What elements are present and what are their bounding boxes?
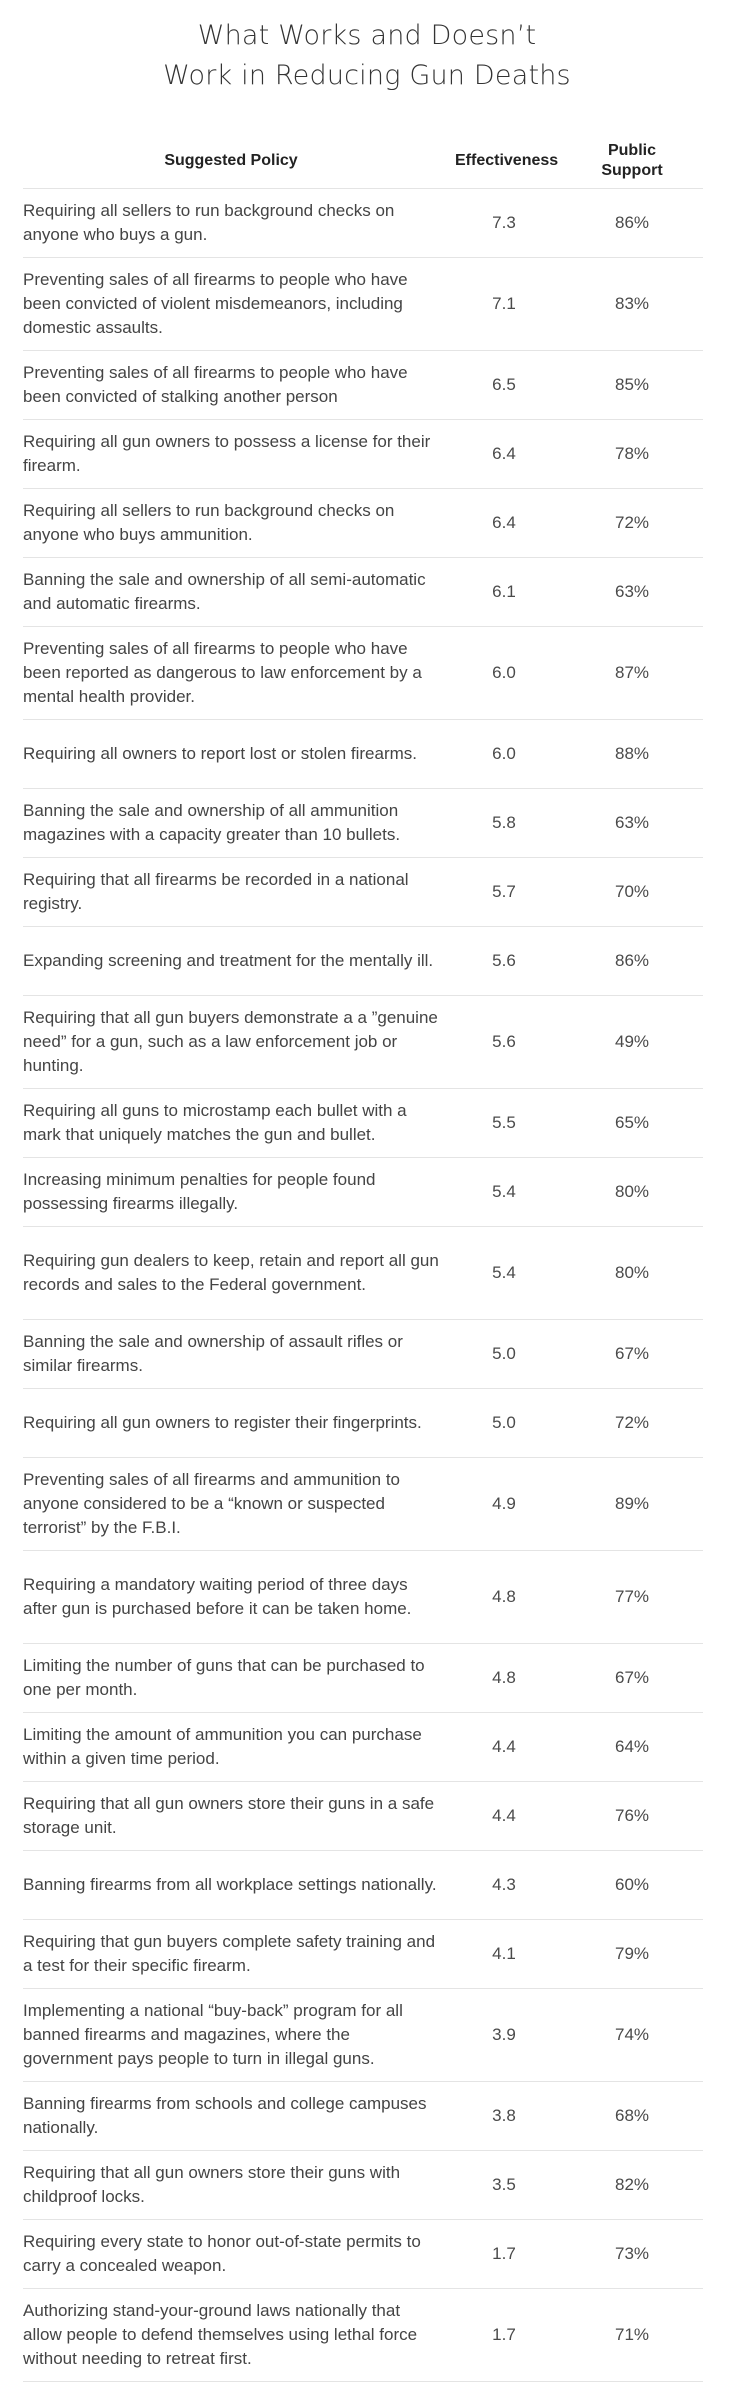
table-row bbox=[23, 1782, 703, 1851]
effectiveness-cell: 4.4 bbox=[492, 1806, 516, 1825]
table-row bbox=[23, 2082, 703, 2151]
public-support-cell: 77% bbox=[614, 1587, 650, 1606]
table-row bbox=[23, 1713, 703, 1782]
public-support-cell: 72% bbox=[614, 1413, 650, 1432]
policy-cell: Preventing sales of all firearms to people who have been convicted of violent misdemeanors, including domestic assaults. bbox=[23, 270, 408, 337]
effectiveness-cell: 4.1 bbox=[492, 1944, 516, 1963]
policy-cell: Requiring gun dealers to keep, retain and report all gun records and sales to the Federal government. bbox=[23, 1251, 439, 1294]
public-support-cell: 80% bbox=[614, 1263, 650, 1282]
public-support-cell: 88% bbox=[614, 744, 650, 763]
policy-table bbox=[23, 134, 703, 2382]
effectiveness-cell: 5.7 bbox=[492, 882, 516, 901]
effectiveness-cell: 4.8 bbox=[492, 1587, 516, 1606]
effectiveness-cell: 6.5 bbox=[492, 375, 516, 394]
public-support-cell: 82% bbox=[614, 2175, 650, 2194]
header-public-support-line1: Public bbox=[607, 142, 656, 159]
table-row bbox=[23, 489, 703, 558]
effectiveness-cell: 1.7 bbox=[492, 2244, 516, 2263]
public-support-cell: 73% bbox=[614, 2244, 650, 2263]
policy-cell: Banning the sale and ownership of all semi-automatic and automatic firearms. bbox=[23, 570, 426, 613]
table-row bbox=[23, 558, 703, 627]
policy-cell: Requiring that gun buyers complete safety training and a test for their specific firearm. bbox=[23, 1932, 436, 1975]
public-support-cell: 87% bbox=[614, 663, 650, 682]
policy-cell: Requiring all sellers to run background checks on anyone who buys ammunition. bbox=[23, 501, 395, 544]
table-row bbox=[23, 189, 703, 258]
table-row bbox=[23, 627, 703, 720]
table-row bbox=[23, 720, 703, 789]
table-row bbox=[23, 1920, 703, 1989]
effectiveness-cell: 3.9 bbox=[492, 2025, 516, 2044]
policy-cell: Requiring a mandatory waiting period of three days after gun is purchased before it can be taken home. bbox=[23, 1575, 412, 1618]
policy-cell: Requiring that all firearms be recorded in a national registry. bbox=[23, 870, 409, 913]
policy-cell: Requiring that all gun buyers demonstrate a a ”genuine need” for a gun, such as a law enforcement job or hunting. bbox=[23, 1008, 438, 1075]
public-support-cell: 79% bbox=[614, 1944, 650, 1963]
policy-cell: Requiring that all gun owners store their guns in a safe storage unit. bbox=[23, 1794, 435, 1837]
policy-cell: Requiring that all gun owners store their guns with childproof locks. bbox=[23, 2163, 401, 2206]
public-support-cell: 72% bbox=[614, 513, 650, 532]
effectiveness-cell: 4.9 bbox=[492, 1494, 516, 1513]
effectiveness-cell: 5.8 bbox=[492, 813, 516, 832]
public-support-cell: 86% bbox=[614, 213, 650, 232]
policy-cell: Limiting the number of guns that can be purchased to one per month. bbox=[23, 1656, 425, 1699]
effectiveness-cell: 4.4 bbox=[492, 1737, 516, 1756]
table-row bbox=[23, 420, 703, 489]
table-row bbox=[23, 2151, 703, 2220]
public-support-cell: 85% bbox=[614, 375, 650, 394]
table-row bbox=[23, 2289, 703, 2382]
effectiveness-cell: 7.1 bbox=[492, 294, 516, 313]
policy-cell: Requiring all guns to microstamp each bullet with a mark that uniquely matches the gun and bullet. bbox=[23, 1101, 407, 1144]
public-support-cell: 74% bbox=[614, 2025, 650, 2044]
effectiveness-cell: 5.0 bbox=[492, 1413, 516, 1432]
effectiveness-cell: 6.1 bbox=[492, 582, 516, 601]
policy-cell: Preventing sales of all firearms to people who have been convicted of stalking another person bbox=[23, 363, 408, 406]
policy-cell: Authorizing stand-your-ground laws nationally that allow people to defend themselves using lethal force without needing to retreat first. bbox=[23, 2301, 418, 2368]
public-support-cell: 67% bbox=[614, 1344, 650, 1363]
policy-cell: Preventing sales of all firearms and ammunition to anyone considered to be a “known or suspected terrorist” by the F.B.I. bbox=[23, 1470, 401, 1537]
table-row bbox=[23, 1158, 703, 1227]
table-row bbox=[23, 1389, 703, 1458]
policy-cell: Requiring all owners to report lost or stolen firearms. bbox=[23, 744, 417, 763]
public-support-cell: 83% bbox=[614, 294, 650, 313]
public-support-cell: 49% bbox=[614, 1032, 650, 1051]
table-header bbox=[23, 134, 703, 189]
public-support-cell: 67% bbox=[614, 1668, 650, 1687]
policy-cell: Requiring all gun owners to possess a license for their firearm. bbox=[23, 432, 431, 475]
effectiveness-cell: 5.6 bbox=[492, 951, 516, 970]
effectiveness-cell: 1.7 bbox=[492, 2325, 516, 2344]
public-support-cell: 71% bbox=[614, 2325, 650, 2344]
public-support-cell: 63% bbox=[614, 582, 650, 601]
public-support-cell: 89% bbox=[614, 1494, 650, 1513]
public-support-cell: 64% bbox=[614, 1737, 650, 1756]
public-support-cell: 78% bbox=[614, 444, 650, 463]
public-support-cell: 86% bbox=[614, 951, 650, 970]
table-row bbox=[23, 927, 703, 996]
effectiveness-cell: 5.5 bbox=[492, 1113, 516, 1132]
effectiveness-cell: 3.8 bbox=[492, 2106, 516, 2125]
policy-cell: Increasing minimum penalties for people found possessing firearms illegally. bbox=[23, 1170, 376, 1213]
policy-cell: Banning firearms from all workplace settings nationally. bbox=[23, 1875, 437, 1894]
public-support-cell: 70% bbox=[614, 882, 650, 901]
table-row bbox=[23, 1989, 703, 2082]
effectiveness-cell: 5.0 bbox=[492, 1344, 516, 1363]
public-support-cell: 63% bbox=[614, 813, 650, 832]
table-row bbox=[23, 1320, 703, 1389]
title-line-2: Work in Reducing Gun Deaths bbox=[163, 60, 571, 91]
effectiveness-cell: 6.0 bbox=[492, 744, 516, 763]
policy-cell: Implementing a national “buy-back” program for all banned firearms and magazines, where the government pays people to turn in illegal guns. bbox=[23, 2001, 403, 2068]
policy-cell: Expanding screening and treatment for the mentally ill. bbox=[23, 951, 434, 970]
effectiveness-cell: 4.8 bbox=[492, 1668, 516, 1687]
table-row bbox=[23, 1644, 703, 1713]
policy-cell: Requiring all gun owners to register their fingerprints. bbox=[23, 1413, 422, 1432]
effectiveness-cell: 7.3 bbox=[492, 213, 516, 232]
policy-cell: Limiting the amount of ammunition you can purchase within a given time period. bbox=[23, 1725, 422, 1768]
table-row bbox=[23, 996, 703, 1089]
title-line-1: What Works and Doesn’t bbox=[197, 20, 537, 51]
effectiveness-cell: 3.5 bbox=[492, 2175, 516, 2194]
policy-cell: Preventing sales of all firearms to people who have been reported as dangerous to law enforcement by a mental health provider. bbox=[23, 639, 422, 706]
table-row bbox=[23, 1551, 703, 1644]
effectiveness-cell: 6.0 bbox=[492, 663, 516, 682]
table-body bbox=[23, 189, 703, 2382]
policy-cell: Requiring all sellers to run background checks on anyone who buys a gun. bbox=[23, 201, 395, 244]
policy-cell: Banning firearms from schools and college campuses nationally. bbox=[23, 2094, 427, 2137]
table-row bbox=[23, 351, 703, 420]
header-public-support bbox=[553, 141, 703, 181]
effectiveness-cell: 4.3 bbox=[492, 1875, 516, 1894]
effectiveness-cell: 5.4 bbox=[492, 1263, 516, 1282]
table-row bbox=[23, 789, 703, 858]
policy-cell: Banning the sale and ownership of all ammunition magazines with a capacity greater than 10 bullets. bbox=[23, 801, 401, 844]
effectiveness-cell: 5.6 bbox=[492, 1032, 516, 1051]
public-support-cell: 65% bbox=[614, 1113, 650, 1132]
table-row bbox=[23, 258, 703, 351]
table-row bbox=[23, 1458, 703, 1551]
public-support-cell: 80% bbox=[614, 1182, 650, 1201]
policy-cell: Banning the sale and ownership of assault rifles or similar firearms. bbox=[23, 1332, 403, 1375]
table-row bbox=[23, 1089, 703, 1158]
page-title bbox=[0, 0, 734, 96]
public-support-cell: 76% bbox=[614, 1806, 650, 1825]
table-row bbox=[23, 1851, 703, 1920]
table-row bbox=[23, 858, 703, 927]
effectiveness-cell: 5.4 bbox=[492, 1182, 516, 1201]
header-effectiveness: Effectiveness bbox=[455, 152, 559, 169]
effectiveness-cell: 6.4 bbox=[492, 444, 516, 463]
effectiveness-cell: 6.4 bbox=[492, 513, 516, 532]
public-support-cell: 60% bbox=[614, 1875, 650, 1894]
public-support-cell: 68% bbox=[614, 2106, 650, 2125]
table-row bbox=[23, 1227, 703, 1320]
header-suggested-policy: Suggested Policy bbox=[164, 152, 298, 169]
policy-cell: Requiring every state to honor out-of-state permits to carry a concealed weapon. bbox=[23, 2232, 421, 2275]
table-row bbox=[23, 2220, 703, 2289]
header-public-support-line2: Support bbox=[601, 162, 663, 179]
